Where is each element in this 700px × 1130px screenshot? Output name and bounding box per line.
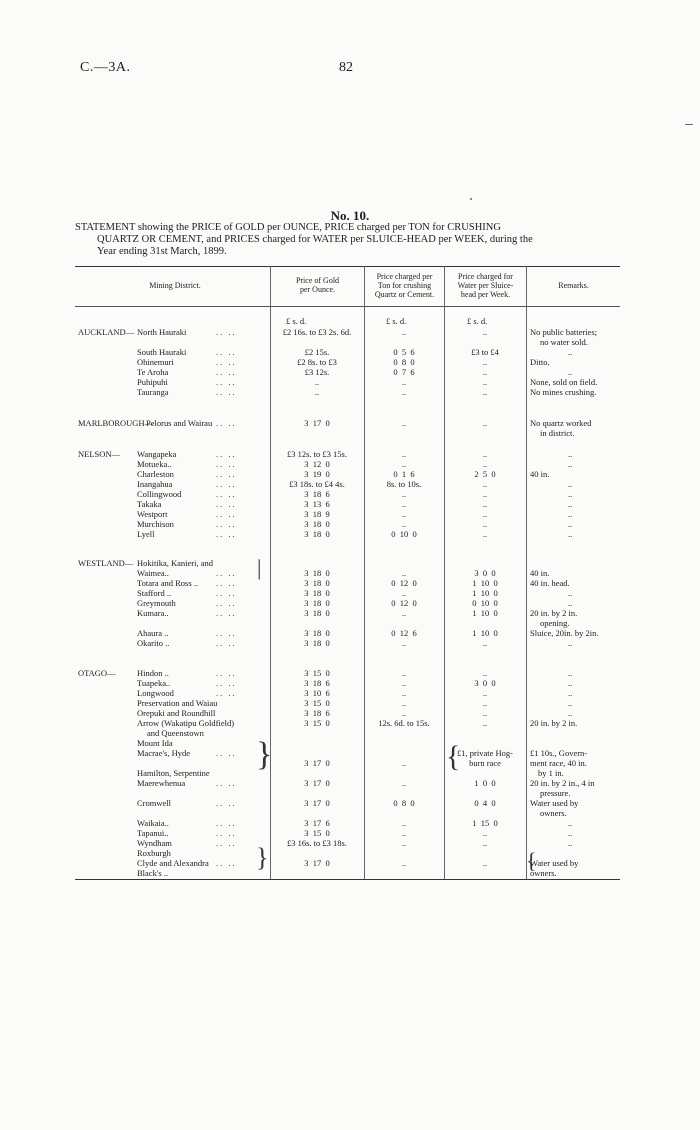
leader-dots: .. .. — [216, 489, 237, 499]
water-cell: .. — [482, 489, 488, 499]
leader-dots: .. .. — [216, 858, 237, 868]
leader-dots: .. .. — [216, 479, 237, 489]
remarks-cell: .. — [568, 449, 573, 459]
crush-cell: .. — [401, 519, 407, 529]
district-name: Waimea.. — [137, 568, 169, 578]
leader-dots: .. .. — [216, 678, 237, 688]
crush-cell: .. — [401, 638, 407, 648]
water-cell: £3 to £4 — [471, 347, 499, 357]
gold-cell: 3 18 0 — [304, 578, 330, 588]
leader-dots: .. .. — [216, 748, 237, 758]
crush-cell: .. — [401, 499, 407, 509]
gold-cell: 3 15 0 — [304, 698, 330, 708]
leader-dots: .. .. — [216, 347, 237, 357]
leader-dots: .. .. — [216, 638, 237, 648]
gold-cell: 3 15 0 — [304, 828, 330, 838]
district-name: and Queenstown — [147, 728, 204, 738]
water-cell: .. — [482, 858, 488, 868]
crush-units: £ s. d. — [386, 316, 407, 326]
water-cell: 1 10 0 — [472, 578, 498, 588]
leader-dots: .. .. — [216, 818, 237, 828]
crush-cell: .. — [401, 838, 407, 848]
brace: { — [526, 848, 537, 873]
district-name: Totara and Ross .. — [137, 578, 199, 588]
leader-dots: .. .. — [216, 357, 237, 367]
header-bottom-rule — [75, 306, 620, 307]
remarks-cell: None, sold on field. — [530, 377, 598, 387]
remarks-cell: ment race, 40 in. — [530, 758, 587, 768]
crush-cell: .. — [401, 387, 407, 397]
remarks-cell: Ditto. — [530, 357, 550, 367]
gold-cell: 3 18 0 — [304, 638, 330, 648]
district-name: Wangapeka — [137, 449, 177, 459]
crush-cell: 8s. to 10s. — [386, 479, 422, 489]
leader-dots: .. .. — [216, 578, 237, 588]
gold-cell: 3 18 0 — [304, 598, 330, 608]
remarks-cell: .. — [568, 638, 573, 648]
remarks-cell: .. — [568, 499, 573, 509]
remarks-cell: .. — [568, 509, 573, 519]
table-caption — [75, 222, 620, 258]
district-group: AUCKLAND— — [78, 327, 135, 337]
gold-cell: £3 12s. to £3 15s. — [287, 449, 347, 459]
district-name: Puhipuhi — [137, 377, 168, 387]
leader-dots: .. .. — [216, 377, 237, 387]
gold-cell: 3 18 0 — [304, 519, 330, 529]
crush-cell: .. — [401, 698, 407, 708]
water-cell: .. — [482, 377, 488, 387]
header-line: Ton for crushing — [377, 281, 432, 290]
remarks-cell: .. — [568, 598, 573, 608]
district-name: Preservation and Waiau — [137, 698, 218, 708]
district-name: Tauranga — [137, 387, 169, 397]
remarks-cell: by 1 in. — [538, 768, 564, 778]
district-name: Orepuki and Roundhill — [137, 708, 216, 718]
gold-cell: 3 17 0 — [304, 858, 330, 868]
leader-dots: .. .. — [216, 688, 237, 698]
gold-cell: £2 15s. — [304, 347, 330, 357]
gold-cell: £3 12s. — [304, 367, 330, 377]
gold-cell: 3 18 9 — [304, 509, 330, 519]
water-cell: burn race — [469, 758, 501, 768]
remarks-cell: Water used by — [530, 798, 579, 808]
crush-cell: 12s. 6d. to 15s. — [378, 718, 430, 728]
district-name: Cromwell — [137, 798, 171, 808]
crush-cell: .. — [401, 708, 407, 718]
district-name: Stafford .. — [137, 588, 172, 598]
remarks-cell: .. — [568, 828, 573, 838]
remarks-cell: 20 in. by 2 in. — [530, 608, 578, 618]
crush-cell: 0 10 0 — [391, 529, 417, 539]
crush-cell: .. — [401, 858, 407, 868]
crush-cell: 0 8 0 — [393, 798, 415, 808]
remarks-cell: .. — [568, 529, 573, 539]
header-gold — [271, 276, 364, 294]
crush-cell: .. — [401, 828, 407, 838]
gold-cell: .. — [314, 377, 320, 387]
district-name: Hamilton, Serpentine — [137, 768, 210, 778]
remarks-cell: No quartz worked — [530, 418, 592, 428]
remarks-cell: £1 10s., Govern- — [530, 748, 588, 758]
crush-cell: 0 1 6 — [393, 469, 415, 479]
district-name: Hokitika, Kanieri, and — [137, 558, 214, 568]
gold-cell: £2 8s. to £3 — [297, 357, 337, 367]
remarks-cell: .. — [568, 688, 573, 698]
remarks-cell: .. — [568, 489, 573, 499]
brace: | — [257, 555, 262, 580]
crush-cell: .. — [401, 568, 407, 578]
table-bottom-rule — [75, 879, 620, 880]
remarks-cell: Sluice, 20in. by 2in. — [530, 628, 599, 638]
gold-cell: 3 18 0 — [304, 588, 330, 598]
crush-cell: 0 12 0 — [391, 598, 417, 608]
leader-dots: .. .. — [216, 469, 237, 479]
remarks-cell: 40 in. — [530, 568, 550, 578]
gold-cell: 3 17 6 — [304, 818, 330, 828]
leader-dots: .. .. — [216, 519, 237, 529]
district-name: Mount Ida — [137, 738, 173, 748]
district-name: Collingwood — [137, 489, 182, 499]
water-cell: 2 5 0 — [474, 469, 496, 479]
water-cell: .. — [482, 718, 488, 728]
header-line: Price charged for — [458, 272, 513, 281]
district-name: Ahaura .. — [137, 628, 169, 638]
remarks-cell: .. — [568, 818, 573, 828]
crush-cell: .. — [401, 588, 407, 598]
district-name: Roxburgh — [137, 848, 171, 858]
crush-cell: .. — [401, 678, 407, 688]
crush-cell: .. — [401, 509, 407, 519]
crush-cell: .. — [401, 327, 407, 337]
header-remarks: Remarks. — [558, 281, 589, 290]
remarks-cell: no water sold. — [540, 337, 588, 347]
crush-cell: .. — [401, 688, 407, 698]
crush-cell: .. — [401, 489, 407, 499]
district-name: Murchison — [137, 519, 174, 529]
remarks-cell: No mines crushing. — [530, 387, 597, 397]
leader-dots: .. .. — [216, 509, 237, 519]
page-reference: C.—3A. — [80, 60, 131, 75]
leader-dots: .. .. — [216, 459, 237, 469]
water-cell: 1 0 0 — [474, 778, 496, 788]
district-group: OTAGO— — [78, 668, 116, 678]
remarks-cell: .. — [568, 479, 573, 489]
header-district: Mining District. — [149, 281, 201, 290]
crush-cell: .. — [401, 758, 407, 768]
water-cell: .. — [482, 367, 488, 377]
water-cell: 3 0 0 — [474, 678, 496, 688]
water-cell: .. — [482, 838, 488, 848]
gold-cell: 3 15 0 — [304, 668, 330, 678]
crush-cell: .. — [401, 449, 407, 459]
remarks-cell: 40 in. head. — [530, 578, 570, 588]
district-name: Lyell — [137, 529, 155, 539]
remarks-cell: .. — [568, 838, 573, 848]
brace: } — [256, 843, 269, 872]
district-name: Pelorus and Wairau — [146, 418, 213, 428]
water-cell: .. — [482, 668, 488, 678]
district-name: Hindon .. — [137, 668, 169, 678]
district-name: Black's .. — [137, 868, 169, 878]
leader-dots: .. .. — [216, 628, 237, 638]
gold-cell: 3 17 0 — [304, 798, 330, 808]
water-cell: 0 4 0 — [474, 798, 496, 808]
column-divider — [526, 266, 527, 879]
water-cell: .. — [482, 828, 488, 838]
header-water — [445, 272, 526, 299]
crush-cell: .. — [401, 459, 407, 469]
brace: { — [446, 740, 461, 773]
district-name: Inangahua — [137, 479, 173, 489]
water-cell: 1 10 0 — [472, 588, 498, 598]
remarks-cell: .. — [568, 367, 573, 377]
remarks-cell: Water used by — [530, 858, 579, 868]
leader-dots: .. .. — [216, 499, 237, 509]
crush-cell: 0 12 6 — [391, 628, 417, 638]
crush-cell: 0 7 6 — [393, 367, 415, 377]
gold-cell: 3 17 0 — [304, 418, 330, 428]
gold-cell: 3 13 6 — [304, 499, 330, 509]
remarks-cell: owners. — [530, 868, 557, 878]
water-cell: £1, private Hog- — [457, 748, 513, 758]
remarks-cell: in district. — [540, 428, 575, 438]
gold-cell: 3 15 0 — [304, 718, 330, 728]
district-name: Okarito .. — [137, 638, 170, 648]
water-cell: .. — [482, 449, 488, 459]
leader-dots: .. .. — [216, 598, 237, 608]
crush-cell: .. — [401, 778, 407, 788]
water-cell: .. — [482, 387, 488, 397]
gold-cell: 3 12 0 — [304, 459, 330, 469]
district-group: NELSON— — [78, 449, 121, 459]
remarks-cell: .. — [568, 459, 573, 469]
water-cell: 0 10 0 — [472, 598, 498, 608]
crush-cell: .. — [401, 818, 407, 828]
district-name: Takaka — [137, 499, 162, 509]
header-crushing — [365, 272, 444, 299]
gold-cell: .. — [314, 387, 320, 397]
remarks-cell: 20 in. by 2 in. — [530, 718, 578, 728]
header-line: Quartz or Cement. — [374, 290, 435, 299]
district-name: Ohinemuri — [137, 357, 174, 367]
crush-cell: 0 12 0 — [391, 578, 417, 588]
remarks-cell: .. — [568, 347, 573, 357]
gold-cell: £3 18s. to £4 4s. — [289, 479, 345, 489]
remarks-cell: owners. — [540, 808, 567, 818]
page-number: 82 — [339, 60, 353, 75]
water-cell: .. — [482, 519, 488, 529]
water-cell: .. — [482, 698, 488, 708]
table-number: No. 10. — [330, 208, 370, 223]
crush-cell: .. — [401, 418, 407, 428]
gold-cell: 3 18 0 — [304, 628, 330, 638]
gold-cell: 3 18 0 — [304, 568, 330, 578]
remarks-cell: .. — [568, 678, 573, 688]
district-name: Waikaia.. — [137, 818, 169, 828]
district-name: Greymouth — [137, 598, 176, 608]
leader-dots: .. .. — [216, 828, 237, 838]
district-name: South Hauraki — [137, 347, 187, 357]
remarks-cell: opening. — [540, 618, 570, 628]
remarks-cell: pressure. — [540, 788, 571, 798]
district-name: Macrae's, Hyde — [137, 748, 190, 758]
caption-line: STATEMENT showing the PRICE of GOLD per OUNCE, PRICE charged per TON for CRUSHING — [75, 222, 501, 233]
water-cell: .. — [482, 418, 488, 428]
district-name: Te Aroha — [137, 367, 169, 377]
gold-cell: 3 18 6 — [304, 708, 330, 718]
water-cell: .. — [482, 509, 488, 519]
table-top-rule — [75, 266, 620, 267]
leader-dots: .. .. — [216, 588, 237, 598]
district-group: MARLBOROUGH— — [78, 418, 154, 428]
remarks-cell: .. — [568, 708, 573, 718]
gold-cell: 3 10 6 — [304, 688, 330, 698]
crush-cell: .. — [401, 608, 407, 618]
gold-cell: 3 19 0 — [304, 469, 330, 479]
leader-dots: .. .. — [216, 367, 237, 377]
leader-dots: .. .. — [216, 387, 237, 397]
water-cell: .. — [482, 499, 488, 509]
gold-cell: 3 18 6 — [304, 489, 330, 499]
district-name: Motueka.. — [137, 459, 172, 469]
header-line: Price of Gold — [295, 276, 340, 285]
water-cell: 1 10 0 — [472, 608, 498, 618]
water-cell: .. — [482, 479, 488, 489]
header-line: Water per Sluice- — [457, 281, 514, 290]
scan-speck — [470, 198, 472, 200]
water-units: £ s. d. — [467, 316, 488, 326]
caption-line: Year ending 31st March, 1899. — [97, 246, 227, 257]
gold-units: £ s. d. — [286, 316, 307, 326]
water-cell: .. — [482, 357, 488, 367]
leader-dots: .. .. — [216, 418, 237, 428]
remarks-cell: .. — [568, 588, 573, 598]
leader-dots: .. .. — [216, 327, 237, 337]
leader-dots: .. .. — [216, 529, 237, 539]
leader-dots: .. .. — [216, 568, 237, 578]
water-cell: .. — [482, 688, 488, 698]
leader-dots: .. .. — [216, 608, 237, 618]
district-name: Tuapeka.. — [137, 678, 171, 688]
water-cell: 1 10 0 — [472, 628, 498, 638]
gold-cell: £3 16s. to £3 18s. — [287, 838, 347, 848]
leader-dots: .. .. — [216, 778, 237, 788]
water-cell: .. — [482, 327, 488, 337]
leader-dots: .. .. — [216, 798, 237, 808]
water-cell: .. — [482, 529, 488, 539]
district-name: Longwood — [137, 688, 174, 698]
district-name: Kumara.. — [137, 608, 169, 618]
remarks-cell: .. — [568, 698, 573, 708]
gold-cell: 3 17 0 — [304, 758, 330, 768]
header-line: per Ounce. — [299, 285, 336, 294]
water-cell: .. — [482, 708, 488, 718]
remarks-cell: 20 in. by 2 in., 4 in — [530, 778, 595, 788]
district-name: Arrow (Wakatipu Goldfield) — [137, 718, 235, 728]
district-name: Charleston — [137, 469, 174, 479]
crush-cell: .. — [401, 668, 407, 678]
water-cell: 1 15 0 — [472, 818, 498, 828]
water-cell: .. — [482, 638, 488, 648]
district-name: Tapanui.. — [137, 828, 169, 838]
gold-cell: 3 18 0 — [304, 529, 330, 539]
leader-dots: .. .. — [216, 668, 237, 678]
leader-dots: .. .. — [216, 449, 237, 459]
district-name: Westport — [137, 509, 168, 519]
gold-cell: 3 18 0 — [304, 608, 330, 618]
gold-cell: £2 16s. to £3 2s. 6d. — [282, 327, 352, 337]
crush-cell: 0 5 6 — [393, 347, 415, 357]
remarks-cell: No public batteries; — [530, 327, 598, 337]
remarks-cell: .. — [568, 668, 573, 678]
remarks-cell: 40 in. — [530, 469, 550, 479]
district-name: Clyde and Alexandra — [137, 858, 209, 868]
crush-cell: 0 8 0 — [393, 357, 415, 367]
caption-line: QUARTZ OR CEMENT, and PRICES charged for WATER per SLUICE-HEAD per WEEK, during the — [97, 234, 533, 245]
header-line: head per Week. — [460, 290, 511, 299]
brace: } — [256, 736, 273, 773]
remarks-cell: .. — [568, 519, 573, 529]
district-name: Maerewhenua — [137, 778, 186, 788]
gold-cell: 3 18 6 — [304, 678, 330, 688]
district-group: WESTLAND— — [78, 558, 134, 568]
header-line: Price charged per — [376, 272, 433, 281]
water-cell: 3 0 0 — [474, 568, 496, 578]
gold-cell: 3 17 0 — [304, 778, 330, 788]
scan-speck — [685, 124, 693, 125]
crush-cell: .. — [401, 377, 407, 387]
leader-dots: .. .. — [216, 838, 237, 848]
district-name: Wyndham — [137, 838, 172, 848]
district-name: North Hauraki — [137, 327, 187, 337]
water-cell: .. — [482, 459, 488, 469]
